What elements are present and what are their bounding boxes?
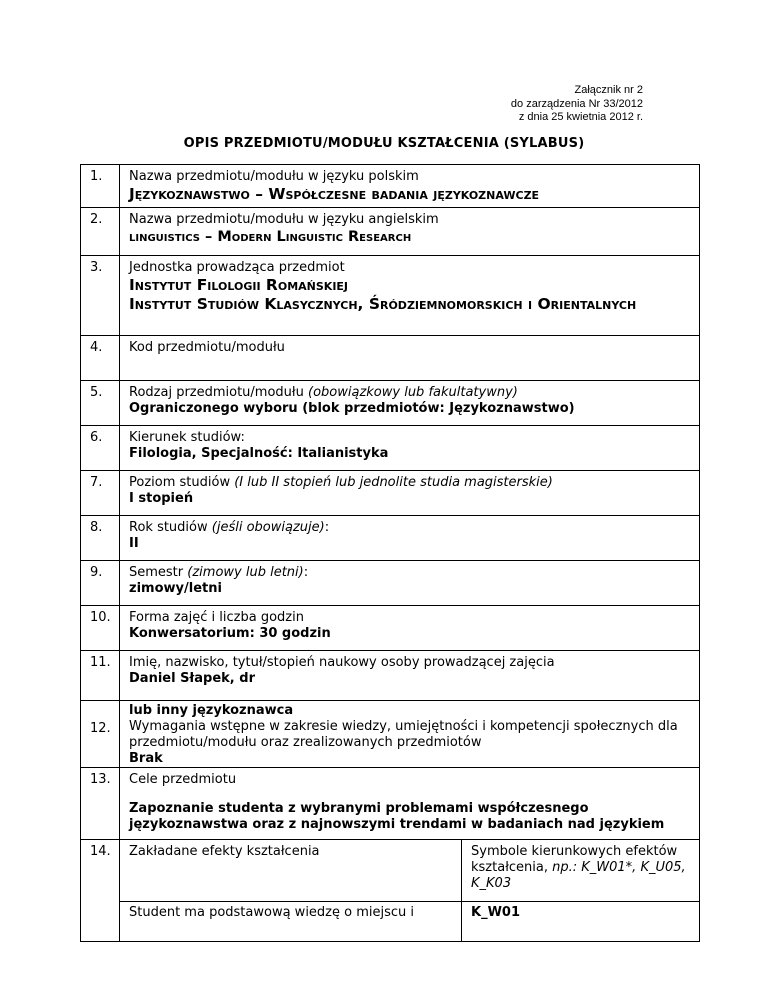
row-content (120, 651, 700, 701)
effect-text-cell (120, 902, 462, 942)
row-content (120, 381, 700, 426)
row-label: Forma zajęć i liczba godzin (129, 610, 304, 625)
row-label-line (129, 475, 692, 491)
unit-name-2: Instytut Studiów Klasycznych, Śródziemnomorskich i Orientalnych (129, 295, 637, 313)
row-13 (81, 768, 700, 840)
row-label: Poziom studiów (129, 475, 231, 490)
row-label: Jednostka prowadząca przedmiot (129, 260, 345, 275)
symbols-hint: np.: K_W01*, K_U05, K_K03 (471, 860, 686, 891)
row-number: 10. (81, 606, 120, 651)
row-number: 2. (81, 208, 120, 256)
row-label: Kod przedmiotu/modułu (129, 340, 285, 355)
row-hint: (I lub II stopień lub jednolite studia magisterskie) (234, 475, 553, 490)
row-content (120, 561, 700, 606)
row-number: 12. (81, 701, 120, 768)
row-12 (81, 701, 700, 768)
row-hint: (obowiązkowy lub fakultatywny) (308, 385, 518, 400)
row-label: Zakładane efekty kształcenia (129, 844, 320, 859)
row-number: 5. (81, 381, 120, 426)
row-number: 1. (81, 165, 120, 208)
instructor: Daniel Słapek, dr (129, 671, 255, 686)
effect-code-cell (462, 902, 700, 942)
symbols-label: Symbole kierunkowych efektów kształcenia, (471, 844, 678, 875)
row-suffix: : (303, 565, 309, 580)
row-number: 14. (81, 840, 120, 942)
semester: zimowy/letni (129, 581, 222, 596)
row-number: 8. (81, 516, 120, 561)
row-content (120, 768, 700, 840)
symbols-cell (462, 840, 700, 902)
row-hint: (zimowy lub letni) (187, 565, 304, 580)
effects-label-cell (120, 840, 462, 902)
instructor-alt: lub inny językoznawca (129, 703, 294, 718)
row-label: Rok studiów (129, 520, 208, 535)
study-level: I stopień (129, 491, 194, 506)
row-content (120, 426, 700, 471)
syllabus-table (80, 164, 700, 942)
row-14-effect (81, 902, 700, 942)
row-label-line (129, 520, 692, 536)
row-number: 4. (81, 336, 120, 381)
row-1 (81, 165, 700, 208)
class-form: Konwersatorium: 30 godzin (129, 626, 331, 641)
row-label-line (129, 385, 692, 401)
row-number: 7. (81, 471, 120, 516)
row-label: Imię, nazwisko, tytuł/stopień naukowy osoby prowadzącej zajęcia (129, 655, 555, 670)
course-type: Ograniczonego wyboru (blok przedmiotów: Językoznawstwo) (129, 401, 575, 416)
unit-name-1: Instytut Filologii Romańskiej (129, 276, 349, 294)
annex-line-1: Załącznik nr 2 (574, 84, 643, 96)
annex-line-3: z dnia 25 kwietnia 2012 r. (518, 111, 643, 123)
row-content (120, 701, 700, 768)
annex-line-2: do zarządzenia Nr 33/2012 (510, 97, 643, 110)
row-9 (81, 561, 700, 606)
row-label: Nazwa przedmiotu/modułu w języku polskim (129, 169, 419, 184)
row-4 (81, 336, 700, 381)
row-label: Rodzaj przedmiotu/modułu (129, 385, 304, 400)
row-6 (81, 426, 700, 471)
row-number: 13. (81, 768, 120, 840)
course-name-en: linguistics – Modern Linguistic Research (129, 229, 412, 245)
row-number: 9. (81, 561, 120, 606)
course-goals: Zapoznanie studenta z wybranymi problemami współczesnego językoznawstwa oraz z najnowszymi trendami w badaniach nad językiem (129, 801, 665, 832)
row-label: Cele przedmiotu (129, 772, 237, 787)
document-title: OPIS PRZEDMIOTU/MODUŁU KSZTAŁCENIA (SYLABUS) (183, 136, 585, 151)
row-content (120, 256, 700, 336)
row-3 (81, 256, 700, 336)
row-label: Nazwa przedmiotu/modułu w języku angielskim (129, 212, 439, 227)
effect-code: K_W01 (471, 905, 521, 920)
row-suffix: : (324, 520, 330, 535)
row-hint: (jeśli obowiązuje) (211, 520, 325, 535)
course-name-pl: Językoznawstwo – Współczesne badania językoznawcze (129, 185, 540, 203)
row-content (120, 165, 700, 208)
effect-text: Student ma podstawową wiedzę o miejscu i (129, 905, 415, 920)
row-content (120, 471, 700, 516)
row-2 (81, 208, 700, 256)
row-content (120, 516, 700, 561)
field-of-study: Filologia, Specjalność: Italianistyka (129, 446, 389, 461)
row-label: Semestr (129, 565, 184, 580)
annex-note (511, 84, 643, 125)
row-number: 11. (81, 651, 120, 701)
row-5 (81, 381, 700, 426)
prerequisites: Brak (129, 751, 163, 766)
row-14 (81, 840, 700, 902)
row-8 (81, 516, 700, 561)
row-content (120, 208, 700, 256)
study-year: II (129, 536, 139, 551)
row-10 (81, 606, 700, 651)
row-number: 6. (81, 426, 120, 471)
row-content (120, 606, 700, 651)
row-label: Wymagania wstępne w zakresie wiedzy, umiejętności i kompetencji społecznych dla przedmiotu/modułu oraz zrealizowanych przedmiotów (129, 719, 678, 750)
row-11 (81, 651, 700, 701)
row-number: 3. (81, 256, 120, 336)
row-label: Kierunek studiów: (129, 430, 245, 445)
row-7 (81, 471, 700, 516)
row-label-line (129, 565, 692, 581)
row-content (120, 336, 700, 381)
